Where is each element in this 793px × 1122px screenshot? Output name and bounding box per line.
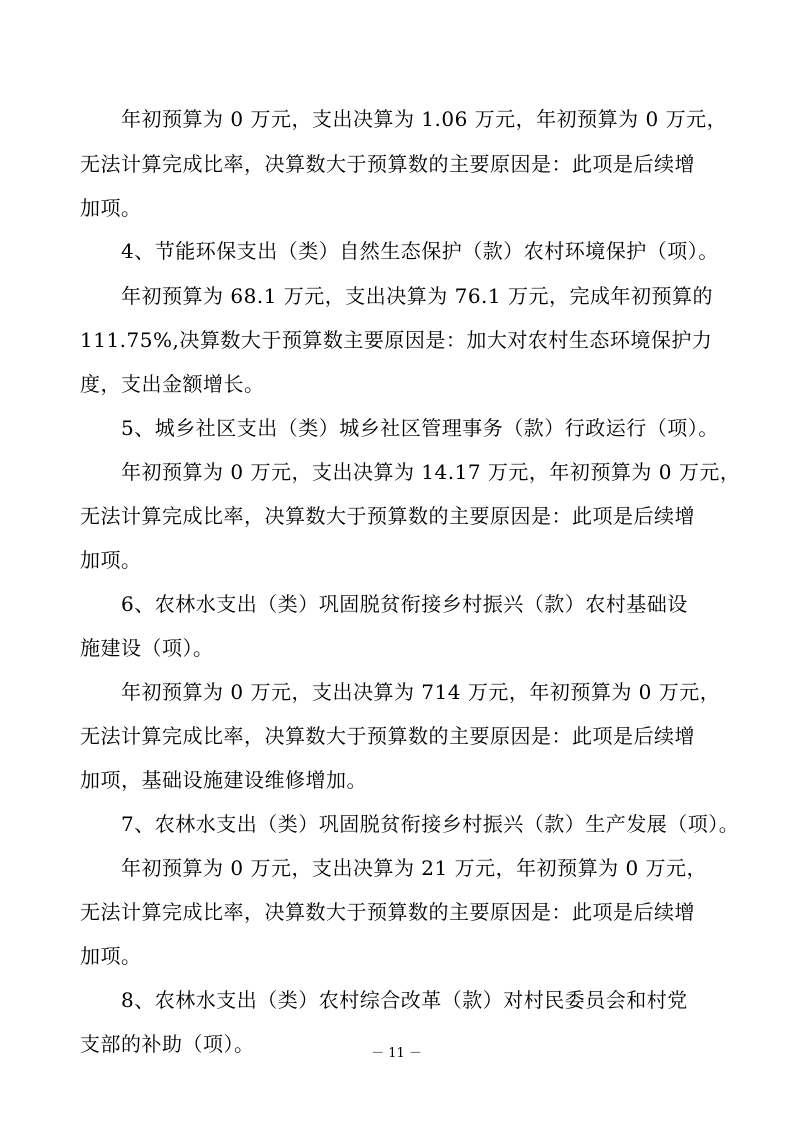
section-heading-continued: 施建设（项）。 <box>80 636 214 660</box>
text-line: 加项。 <box>80 196 142 220</box>
text-line: 度，支出金额增长。 <box>80 372 265 396</box>
section-heading: 6、农林水支出（类）巩固脱贫衔接乡村振兴（款）农村基础设 <box>121 592 688 616</box>
text-line: 年初预算为 68.1 万元，支出决算为 76.1 万元，完成年初预算的 <box>121 284 713 308</box>
text-line: 无法计算完成比率，决算数大于预算数的主要原因是：此项是后续增 <box>80 724 695 748</box>
text-line: 年初预算为 0 万元，支出决算为 14.17 万元，年初预算为 0 万元， <box>121 460 741 484</box>
section-heading: 5、城乡社区支出（类）城乡社区管理事务（款）行政运行（项）。 <box>121 416 719 440</box>
section-heading-continued: 支部的补助（项）。 <box>80 1032 255 1056</box>
text-line: 无法计算完成比率，决算数大于预算数的主要原因是：此项是后续增 <box>80 152 695 176</box>
text-line: 加项。 <box>80 944 142 968</box>
section-heading: 7、农林水支出（类）巩固脱贫衔接乡村振兴（款）生产发展（项）。 <box>121 812 740 836</box>
text-line: 加项，基础设施建设维修增加。 <box>80 768 367 792</box>
text-line: 年初预算为 0 万元，支出决算为 1.06 万元，年初预算为 0 万元， <box>121 107 728 131</box>
text-line: 无法计算完成比率，决算数大于预算数的主要原因是：此项是后续增 <box>80 900 695 924</box>
text-line: 无法计算完成比率，决算数大于预算数的主要原因是：此项是后续增 <box>80 504 695 528</box>
text-line: 加项。 <box>80 548 142 572</box>
text-line: 111.75%,决算数大于预算数主要原因是：加大对农村生态环境保护力 <box>80 328 713 352</box>
text-line: 年初预算为 0 万元，支出决算为 21 万元，年初预算为 0 万元， <box>121 856 708 880</box>
text-line: 年初预算为 0 万元，支出决算为 714 万元，年初预算为 0 万元， <box>121 680 721 704</box>
section-heading: 8、农林水支出（类）农村综合改革（款）对村民委员会和村党 <box>121 988 688 1012</box>
page-number: － 11 － <box>371 1046 422 1061</box>
section-heading: 4、节能环保支出（类）自然生态保护（款）农村环境保护（项）。 <box>121 239 719 263</box>
